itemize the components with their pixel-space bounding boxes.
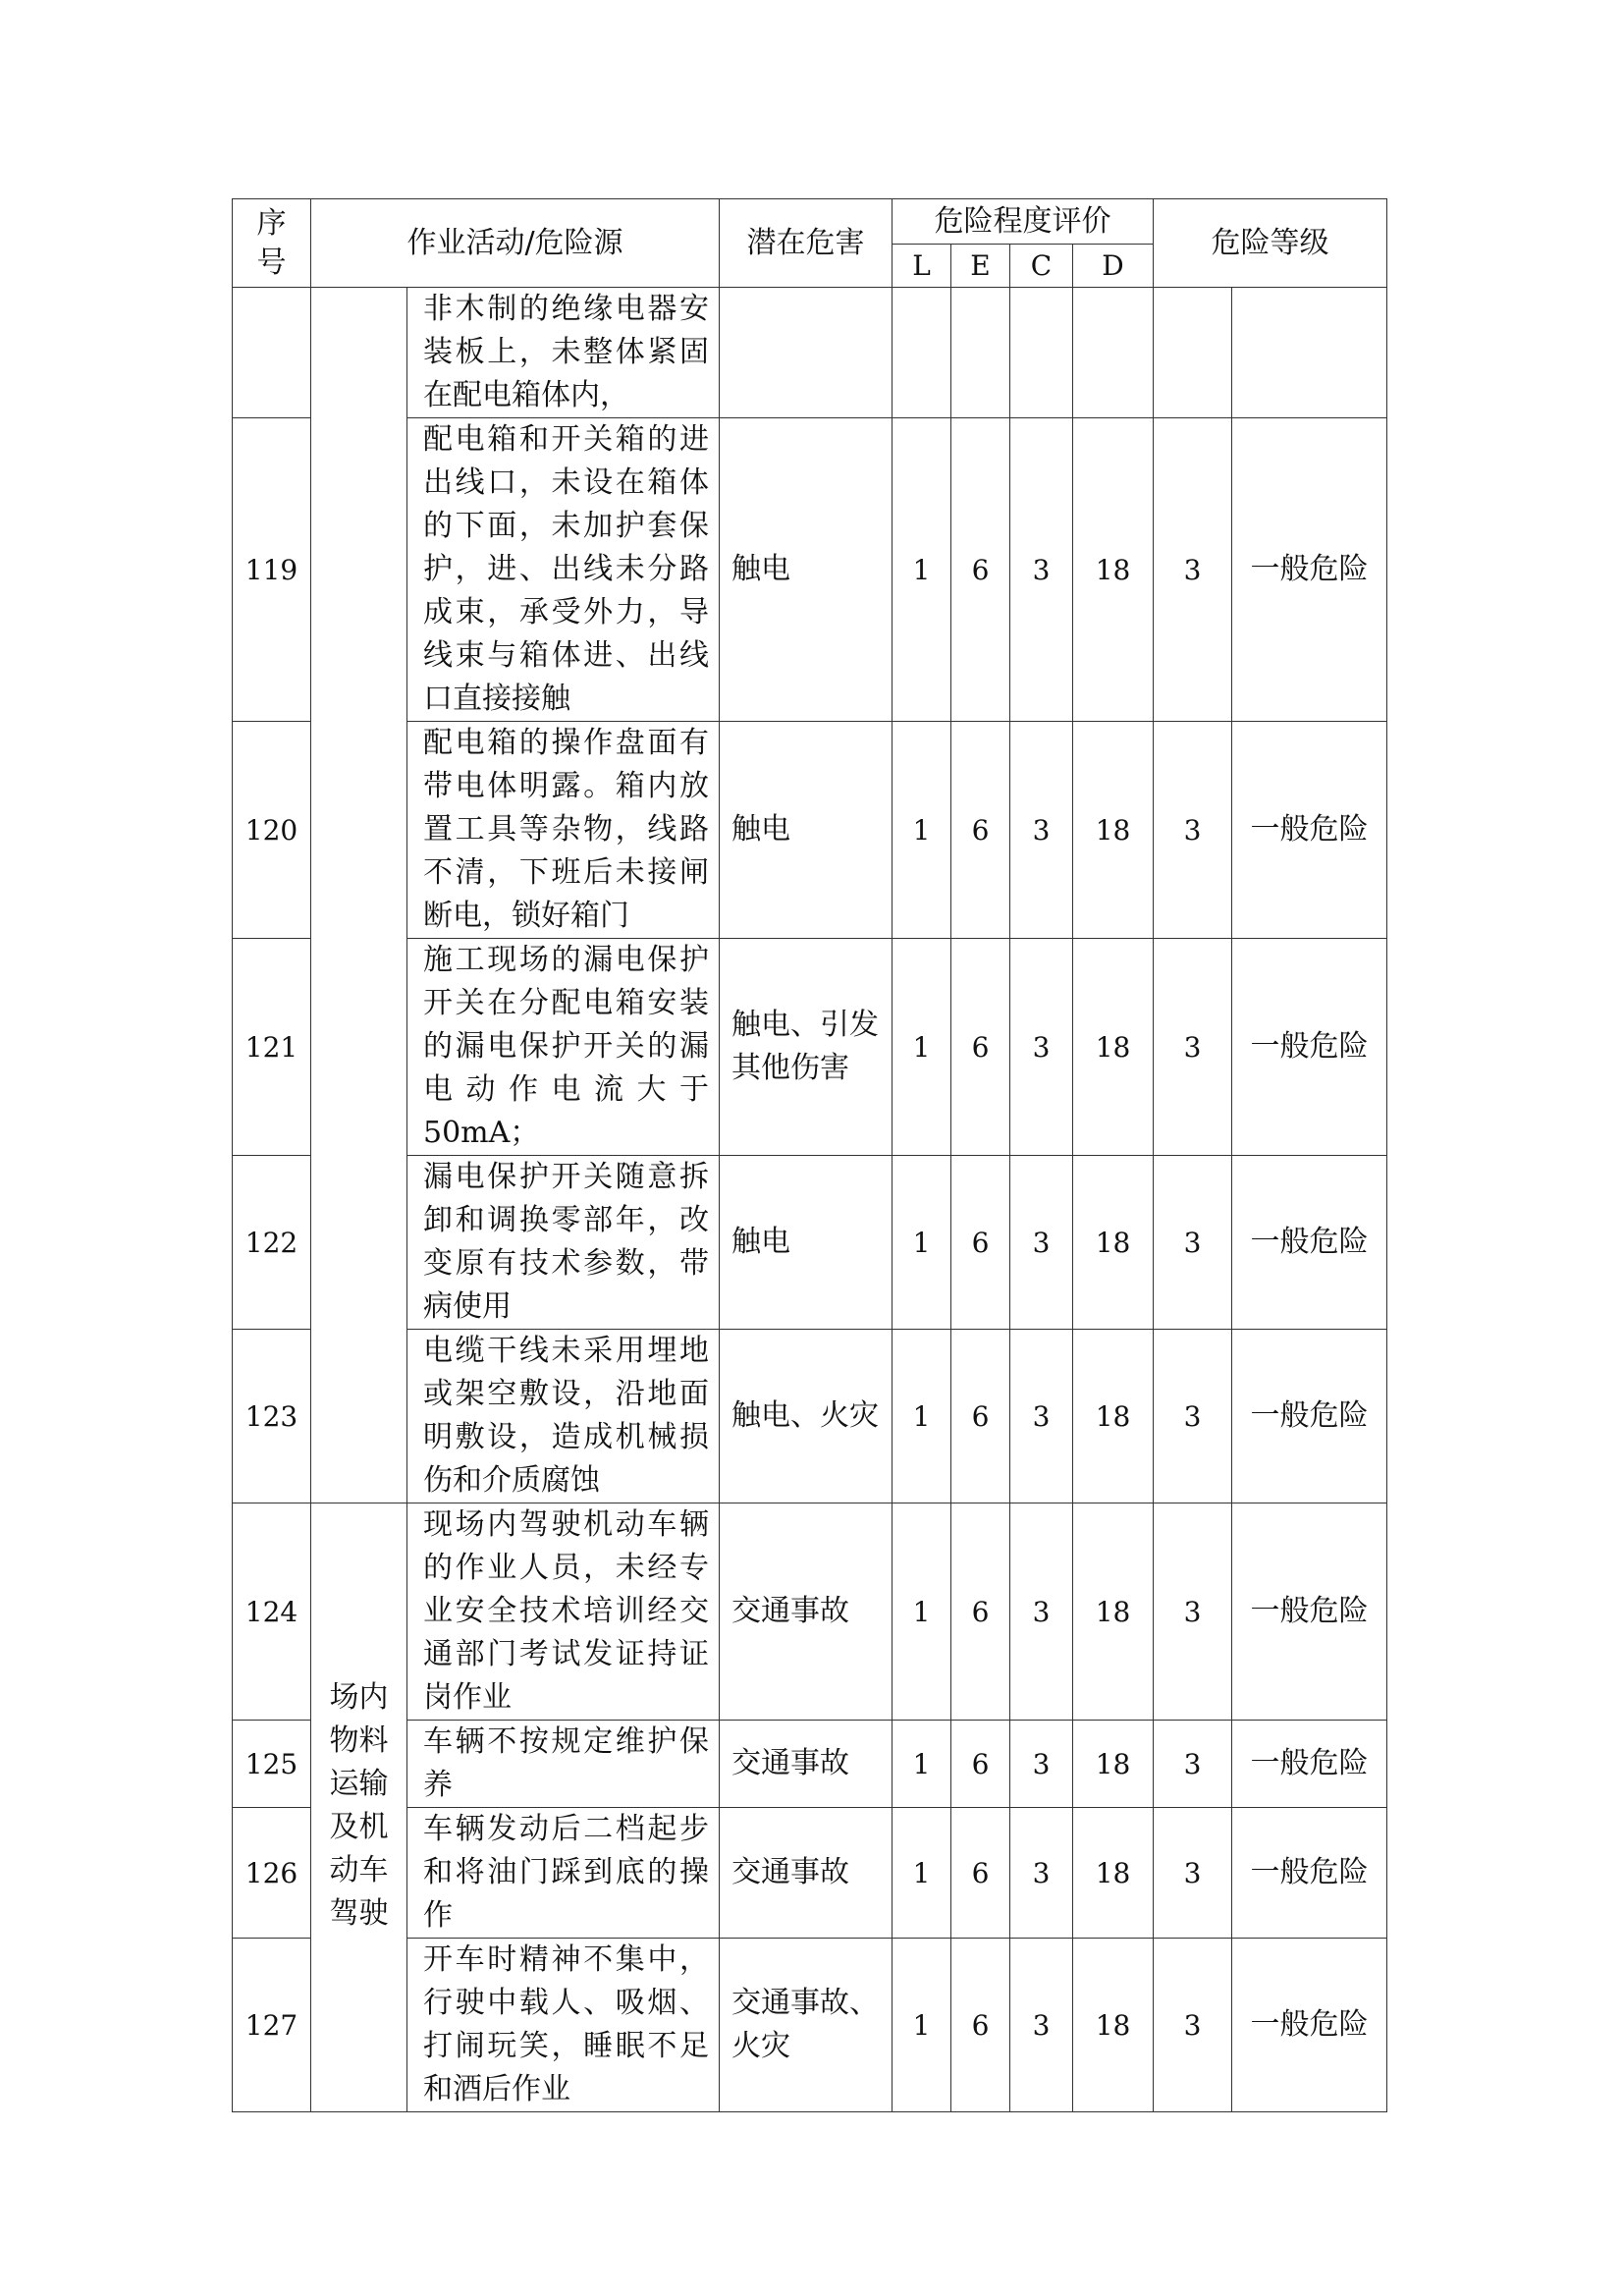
- row-grade: 3: [1154, 939, 1232, 1156]
- row-c: 3: [1010, 722, 1073, 939]
- row-level: 一般危险: [1232, 1503, 1387, 1721]
- row-c: 3: [1010, 1808, 1073, 1939]
- row-l: 1: [893, 1503, 951, 1721]
- row-description: 非木制的绝缘电器安装板上，未整体紧固在配电箱体内，: [407, 288, 720, 418]
- row-c: 3: [1010, 939, 1073, 1156]
- row-l: 1: [893, 1721, 951, 1808]
- row-d: 18: [1073, 1808, 1154, 1939]
- row-level: 一般危险: [1232, 939, 1387, 1156]
- row-description: 车辆不按规定维护保养: [407, 1721, 720, 1808]
- header-level: 危险等级: [1154, 199, 1387, 288]
- row-l: 1: [893, 939, 951, 1156]
- row-grade: 3: [1154, 418, 1232, 722]
- row-d: 18: [1073, 1721, 1154, 1808]
- header-c: C: [1010, 245, 1073, 288]
- row-e: 6: [951, 1503, 1010, 1721]
- table-row: [233, 288, 1387, 418]
- row-description: 施工现场的漏电保护开关在分配电箱安装的漏电保护开关的漏电动作电流大于 50mA；: [407, 939, 720, 1156]
- row-l: 1: [893, 1939, 951, 2112]
- row-hazard: 交通事故: [720, 1503, 893, 1721]
- row-d: 18: [1073, 939, 1154, 1156]
- row-d: 18: [1073, 722, 1154, 939]
- row-level: 一般危险: [1232, 418, 1387, 722]
- header-l: L: [893, 245, 951, 288]
- row-number: 127: [233, 1939, 311, 2112]
- row-description: 开车时精神不集中，行驶中载人、吸烟、打闹玩笑，睡眠不足和酒后作业: [407, 1939, 720, 2112]
- row-number: 123: [233, 1330, 311, 1503]
- row-l: 1: [893, 1808, 951, 1939]
- row-c: 3: [1010, 1503, 1073, 1721]
- row-hazard: 触电、火灾: [720, 1330, 893, 1503]
- row-e: 6: [951, 722, 1010, 939]
- row-number: 124: [233, 1503, 311, 1721]
- row-number: 121: [233, 939, 311, 1156]
- row-d: 18: [1073, 1330, 1154, 1503]
- row-c: 3: [1010, 1939, 1073, 2112]
- row-description: 配电箱的操作盘面有带电体明露。箱内放置工具等杂物，线路不清，下班后未接闸断电，锁好箱门: [407, 722, 720, 939]
- row-e: 6: [951, 418, 1010, 722]
- row-level: 一般危险: [1232, 722, 1387, 939]
- row-hazard: 触电: [720, 722, 893, 939]
- row-e: 6: [951, 1156, 1010, 1330]
- row-d: 18: [1073, 1939, 1154, 2112]
- row-grade: 3: [1154, 1330, 1232, 1503]
- category-blank: [311, 288, 407, 1503]
- row-grade: 3: [1154, 722, 1232, 939]
- row-l: 1: [893, 722, 951, 939]
- row-l: 1: [893, 1156, 951, 1330]
- row-c: 3: [1010, 418, 1073, 722]
- row-d: 18: [1073, 1156, 1154, 1330]
- row-number: 126: [233, 1808, 311, 1939]
- row-e: 6: [951, 1721, 1010, 1808]
- row-level: 一般危险: [1232, 1330, 1387, 1503]
- row-hazard: 触电: [720, 418, 893, 722]
- row-number: 125: [233, 1721, 311, 1808]
- row-e: 6: [951, 1330, 1010, 1503]
- category-transport: 场内 物料 运输 及机 动车 驾驶: [311, 1503, 407, 2112]
- table-row: [233, 1503, 1387, 1721]
- row-hazard: 触电、引发其他伤害: [720, 939, 893, 1156]
- row-number: 122: [233, 1156, 311, 1330]
- row-description: 电缆干线未采用埋地或架空敷设，沿地面明敷设，造成机械损伤和介质腐蚀: [407, 1330, 720, 1503]
- row-grade: 3: [1154, 1156, 1232, 1330]
- row-e: 6: [951, 1939, 1010, 2112]
- row-d: 18: [1073, 418, 1154, 722]
- header-eval: 危险程度评价: [893, 199, 1154, 245]
- row-l: 1: [893, 1330, 951, 1503]
- header-seq: 序 号: [233, 199, 311, 288]
- row-hazard: 触电: [720, 1156, 893, 1330]
- row-level: 一般危险: [1232, 1721, 1387, 1808]
- row-hazard: 交通事故、火灾: [720, 1939, 893, 2112]
- row-grade: 3: [1154, 1503, 1232, 1721]
- row-l: 1: [893, 418, 951, 722]
- row-e: 6: [951, 939, 1010, 1156]
- row-description: 漏电保护开关随意拆卸和调换零部年，改变原有技术参数，带病使用: [407, 1156, 720, 1330]
- row-c: 3: [1010, 1721, 1073, 1808]
- row-grade: 3: [1154, 1721, 1232, 1808]
- row-hazard: 交通事故: [720, 1808, 893, 1939]
- row-e: 6: [951, 1808, 1010, 1939]
- hazard-table: [232, 198, 1387, 2112]
- row-level: 一般危险: [1232, 1939, 1387, 2112]
- row-description: 配电箱和开关箱的进出线口，未设在箱体的下面，未加护套保护，进、出线未分路成束，承受外力，导线束与箱体进、出线口直接接触: [407, 418, 720, 722]
- row-hazard: 交通事故: [720, 1721, 893, 1808]
- row-d: 18: [1073, 1503, 1154, 1721]
- row-c: 3: [1010, 1156, 1073, 1330]
- row-c: 3: [1010, 1330, 1073, 1503]
- row-level: 一般危险: [1232, 1156, 1387, 1330]
- row-grade: 3: [1154, 1808, 1232, 1939]
- header-hazard: 潜在危害: [720, 199, 893, 288]
- header-e: E: [951, 245, 1010, 288]
- header-activity: 作业活动/危险源: [311, 199, 720, 288]
- row-description: 车辆发动后二档起步和将油门踩到底的操作: [407, 1808, 720, 1939]
- row-grade: 3: [1154, 1939, 1232, 2112]
- row-number: 119: [233, 418, 311, 722]
- row-level: 一般危险: [1232, 1808, 1387, 1939]
- row-description: 现场内驾驶机动车辆的作业人员，未经专业安全技术培训经交通部门考试发证持证岗作业: [407, 1503, 720, 1721]
- header-d: D: [1073, 245, 1154, 288]
- row-number: 120: [233, 722, 311, 939]
